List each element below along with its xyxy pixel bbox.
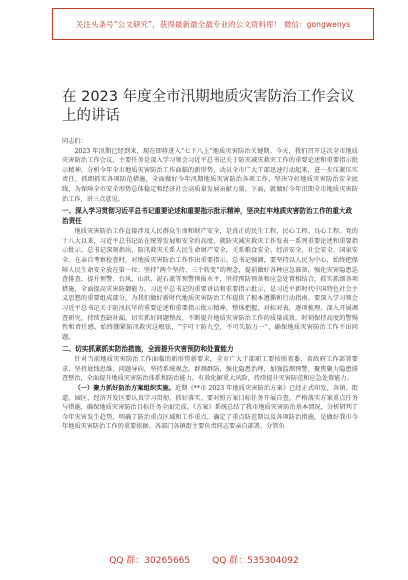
subsection-text: 近期《**市 2023 年地质灾害防治方案》已经正式印发，各镇、街道、园区、经济开发区要认真学习贯彻，抓好落实。要对照方案目标任务开展自查，严格落实方案重点任务与措施，确保地质灾害防治目标任务全面完成。《方案》系统总结了我市地质灾害防治基本情况，分析研判了今年灾害发生趋势，明确了防治重点区域和工作重点，确定了重点防范期以及各项防治措施，是做好我市今年地质灾害防治工作的重要依据。各部门各镇街主要负责同志要亲自部署，分管负 [62, 385, 358, 431]
section-2-subsection [62, 384, 358, 432]
top-banner: 关注头条号“公文研究”，获得最新最全最专业的公文资料库！ 微信：gongwenys [52, 8, 374, 40]
intro-paragraph: 2023 年汛期已经到来，现在即将进入“七下八上”地质灾害防治关键期。今天，我们召开这次全市地质灾害防治工作会议，主要任务是深入学习领会习近平总书记关于防灾减灾救灾工作的重要论述和重要指示批示精神，分析今年全市地质灾害防治工作面临的新形势，动员全市广大干部迅速行动起来，进一步压紧压实责任，抓细抓实各项防范措施，全面做好今年汛期地质灾害防治各项工作，坚决守好地质灾害防治安全底线，为保障全市安全形势总体稳定和经济社会高质量发展贡献力量。下面，就做好今年汛期全市地质灾害防治工作，讲三点意见。 [62, 147, 358, 203]
section-1-paragraph: 地质灾害防治工作直接涉及人民群众生命和财产安全，是真正的民生工程、民心工程、良心工程。党的十八大以来，习近平总书记站在统筹发展和安全的高度，就防灾减灾救灾工作发表一系列重要论述和重要指示批示。总书记深刻指出，防汛救灾关系人民生命财产安全，关系粮食安全、经济安全、社会安全、国家安全。在亲自考察检查时，对地质灾害防治工作作出重要指示。总书记强调，要坚持以人民为中心，始终把保障人民生命安全放在第一位；坚持“两个坚持、三个转变”的理念，提前做好各种应急准备，强化灾害隐患巡查排查，提升预警、台风、山洪、泥石流等预警预报水平，坚持预防预备和应急处置相结合，抓实抓细各项措施，全面提高灾害防御能力。习近平总书记的重要讲话和重要指示批示，是习近平新时代中国特色社会主义思想的重要组成部分，为我们做好新时代地质灾害防治工作提供了根本遵循和行动指南。要深入学习领会习近平总书记关于防汛抗旱的重要论述和重要指示批示精神，整体把握，对标对表，逐项梳理，深入开展调查研究，持续查缺补漏，切实抓好问题整改，不断提升地质灾害防治工作的质量成效。时刻保持高度的警惕性和责任感，始终绷紧防汛救灾这根弦，“宁可十防九空，不可失防万一”，确保地质灾害防治工作不出问题。 [62, 228, 358, 341]
footer-qq-group-2: QQ 群：535304092 [212, 556, 299, 566]
footer-contacts [0, 553, 408, 566]
footer-qq-group-1: QQ 群：30265665 [109, 556, 191, 566]
salutation: 同志们： [62, 138, 87, 145]
section-1-heading: 一、深入学习贯彻习近平总书记重要论述和重要指示批示精神，坚决扛牢地质灾害防治工作的重大政治责任 [62, 207, 353, 226]
section-2-heading: 二、切实抓紧抓实防治措施，全面提升灾害预防和处置能力 [62, 345, 234, 354]
section-2-paragraph: 针对当前地质灾害防治工作面临的新形势新要求，全市广大干部职工要按照省委、省政府工作部署要求，坚持底线思维、问题导向，坚持系统观念，群测群防，强化隐患治理，加强监测预警，聚焦聚力隐患排查整治，全面提升地质灾害防治体系和防治能力，有效化解重大风险，持续提升灾害防范和应急处置能力。 [62, 356, 358, 383]
document-title: 在 2023 年度全市汛期地质灾害防治工作会议上的讲话 [62, 89, 355, 124]
subsection-heading: （一）聚力抓好防治方案组织实施。 [74, 385, 175, 393]
document-body [62, 137, 358, 432]
